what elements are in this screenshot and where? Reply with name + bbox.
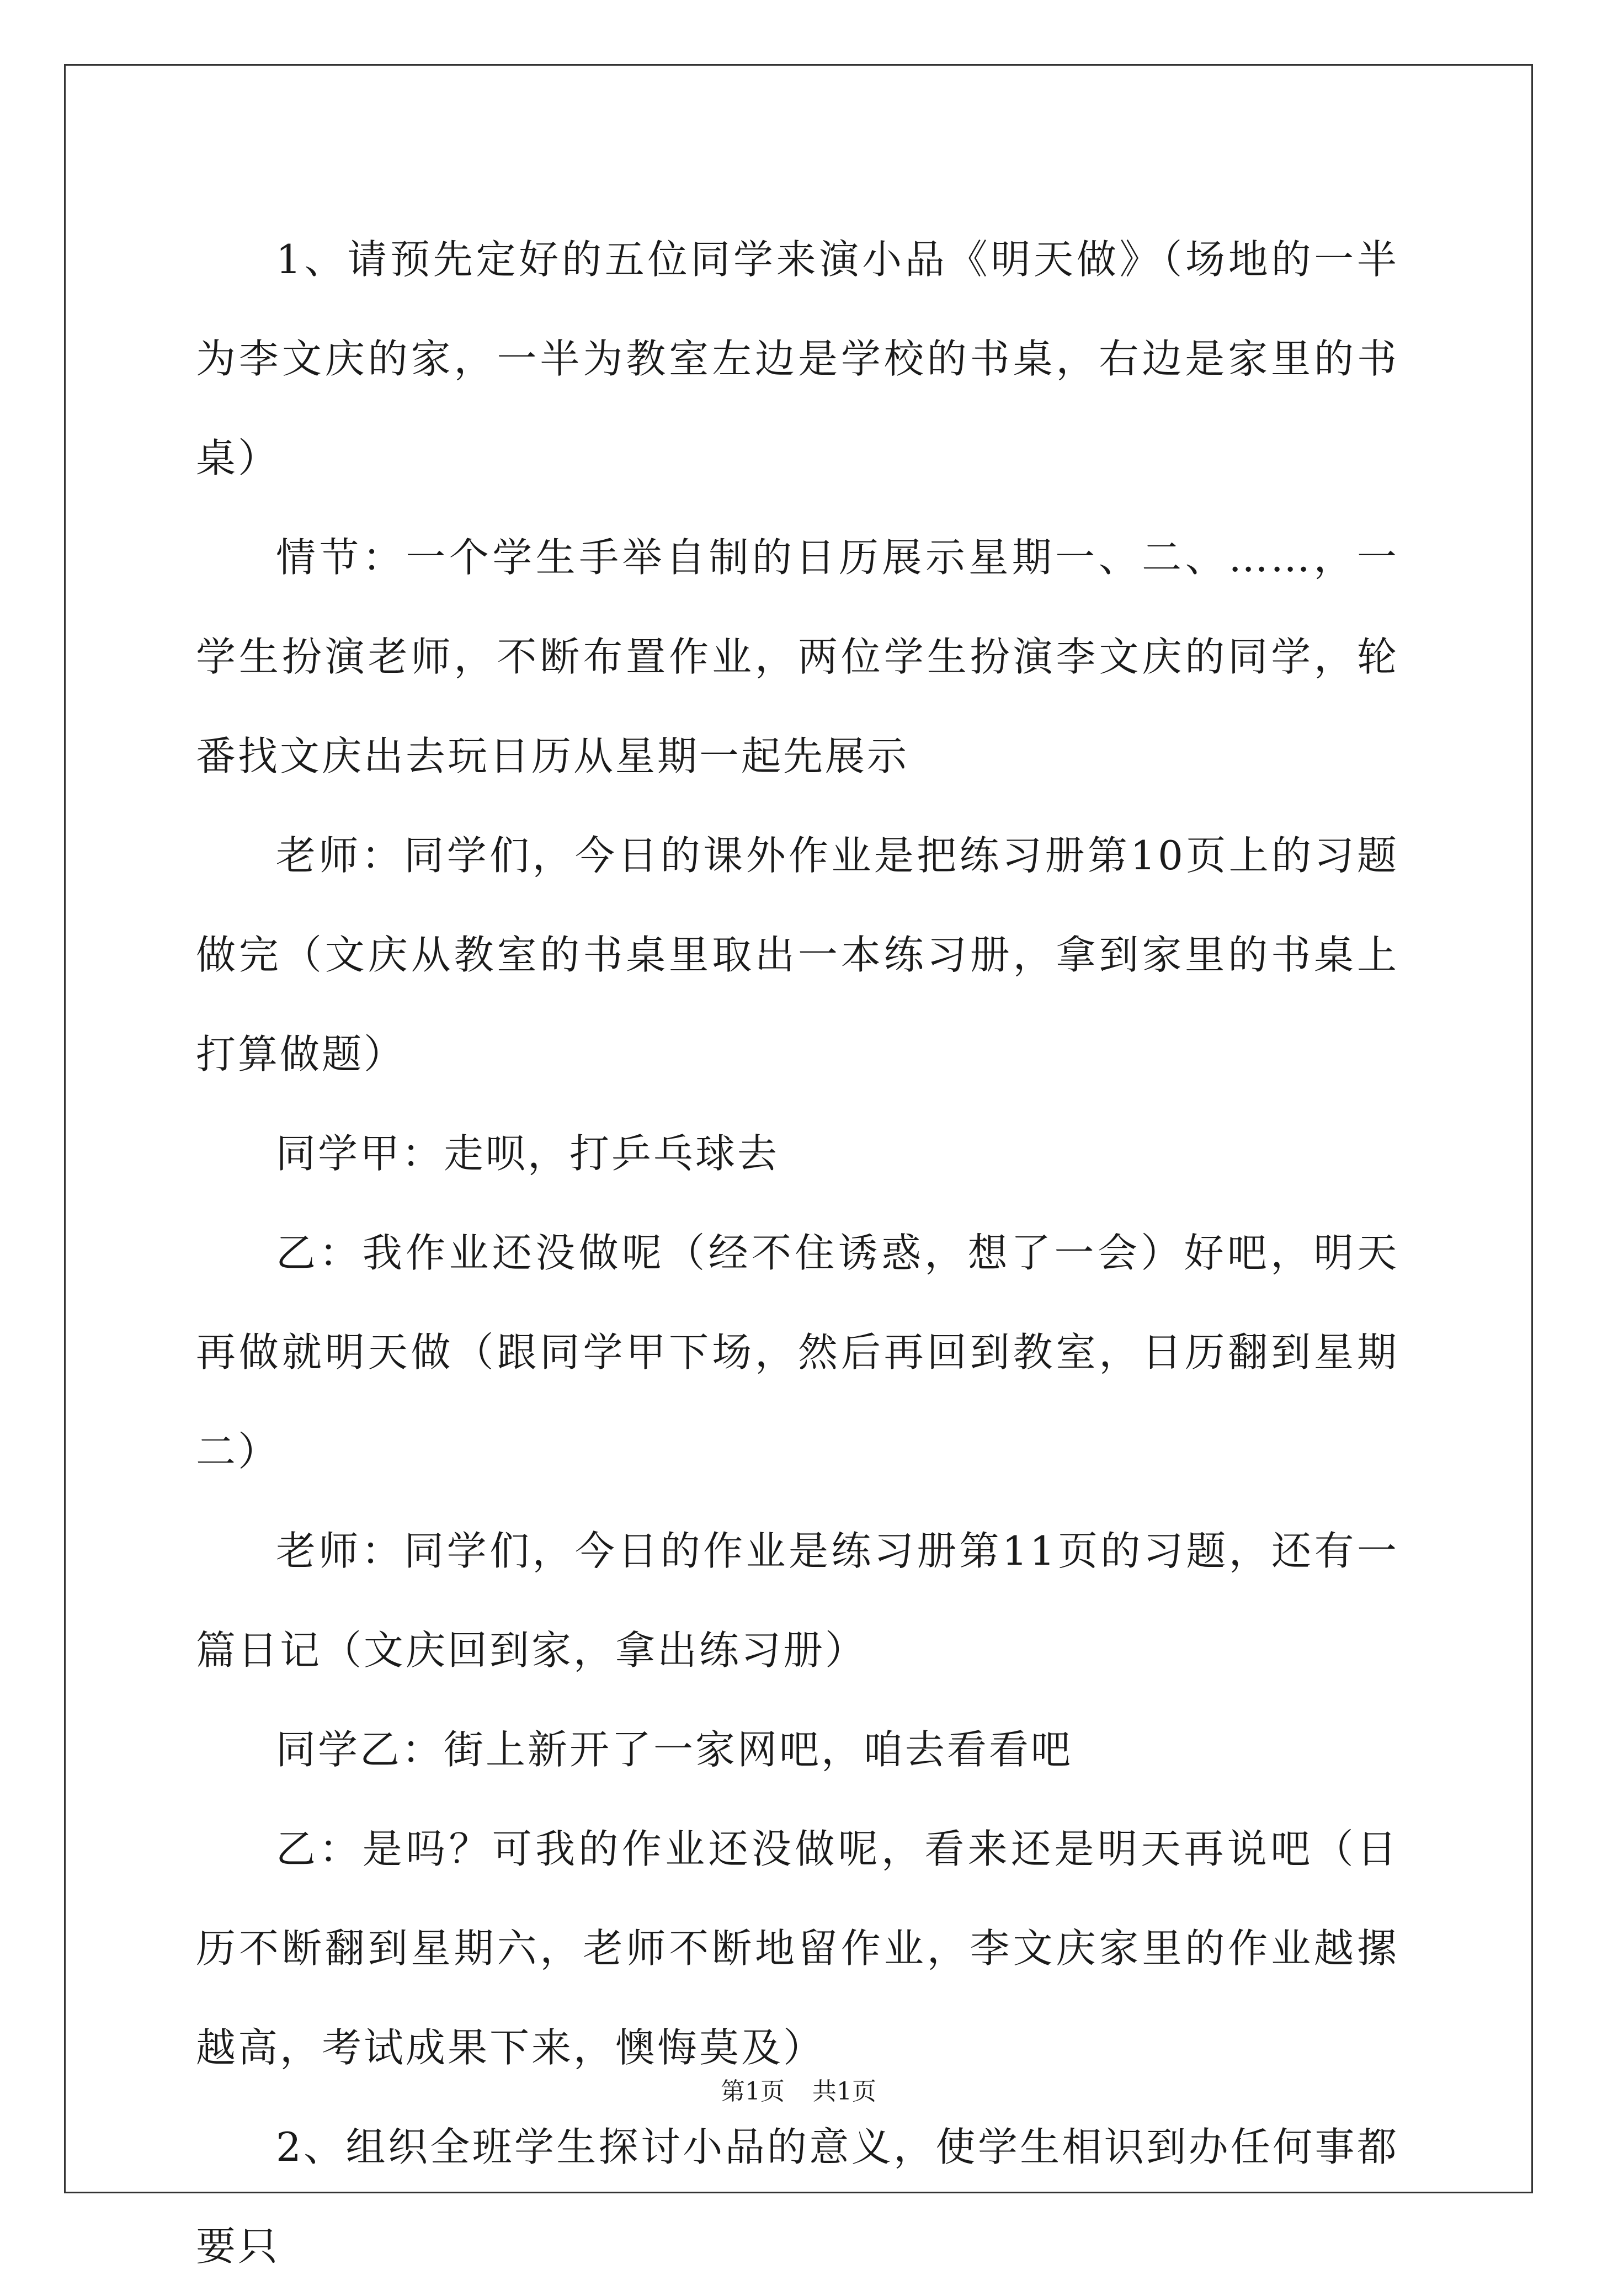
paragraph-7: 同学乙：街上新开了一家网吧，咱去看看吧: [276, 1726, 1073, 1773]
paragraph-6: 老师：同学们，今日的作业是练习册第11页的习题，还有一篇日记（文庆回到家，拿出练习册）: [196, 1528, 1399, 1673]
paragraph-8: 乙：是吗？可我的作业还没做呢，看来还是明天再说吧（日历不断翻到星期六，老师不断地留作业，李文庆家里的作业越摞越高，考试成果下来，懊悔莫及）: [196, 1826, 1399, 2071]
page-footer: [0, 2075, 1597, 2108]
document-body: [196, 210, 1399, 2296]
page-number: 第1页: [721, 2077, 785, 2106]
paragraph-9: 2、组织全班学生探讨小品的意义，使学生相识到办任何事都要只: [196, 2124, 1399, 2270]
paragraph-5: 乙：我作业还没做呢（经不住诱惑，想了一会）好吧，明天再做就明天做（跟同学甲下场，然后再回到教室，日历翻到星期二）: [196, 1230, 1399, 1475]
paragraph-4: 同学甲：走呗，打乒乓球去: [276, 1130, 780, 1177]
paragraph-2: 情节：一个学生手举自制的日历展示星期一、二、……，一学生扮演老师，不断布置作业，两位学生扮演李文庆的同学，轮番找文庆出去玩日历从星期一起先展示: [196, 534, 1399, 779]
paragraph-3: 老师：同学们，今日的课外作业是把练习册第10页上的习题做完（文庆从教室的书桌里取出一本练习册，拿到家里的书桌上打算做题）: [196, 832, 1399, 1077]
paragraph-1: 1、请预先定好的五位同学来演小品《明天做》（场地的一半为李文庆的家，一半为教室左边是学校的书桌，右边是家里的书桌）: [196, 236, 1399, 481]
page-total: 共1页: [812, 2077, 876, 2106]
